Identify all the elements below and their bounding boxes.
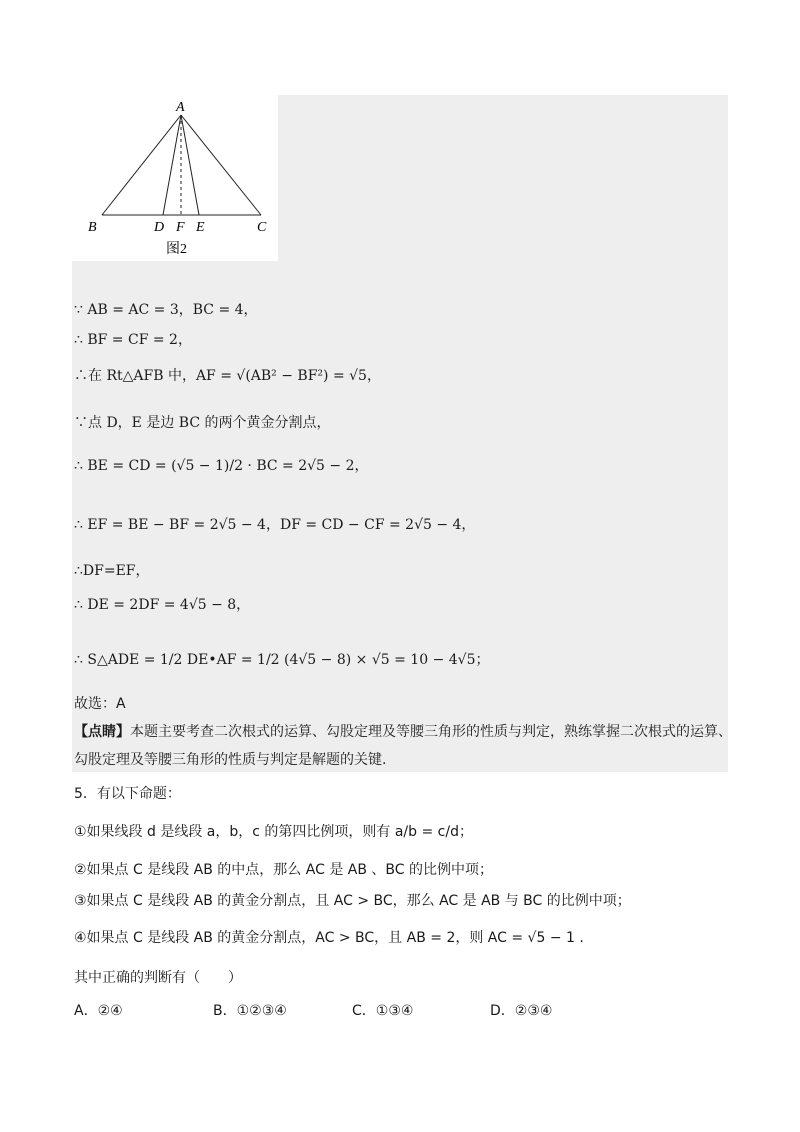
segment-ae [181,115,199,215]
question-prompt: 其中正确的判断有（ ） [74,970,242,986]
label-f: F [176,220,185,235]
option-a[interactable]: A．②④ [74,1003,123,1019]
option-b[interactable]: B．①②③④ [213,1003,287,1019]
side-ab [102,115,181,215]
option-d[interactable]: D．②③④ [490,1003,553,1019]
triangle-diagram [72,95,278,261]
step-7: ∴DF=EF， [74,563,150,579]
segment-ad [163,115,181,215]
comment-line-2: 勾股定理及等腰三角形的性质与判定是解题的关键. [74,752,387,768]
step-5: ∴ BE = CD = (√5 − 1)/2 · BC = 2√5 − 2， [74,458,369,474]
proposition-1: ①如果线段 d 是线段 a，b，c 的第四比例项，则有 a/b = c/d； [74,824,473,840]
label-d: D [154,220,165,235]
figure-2-box [72,95,278,261]
label-c: C [257,220,267,235]
step-3: ∴在 Rt△AFB 中，AF = √(AB² − BF²) = √5， [74,368,381,384]
comment-text-1: 本题主要考查二次根式的运算、勾股定理及等腰三角形的性质与判定，熟练掌握二次根式的运算、 [130,724,732,740]
step-1: ∵ AB = AC = 3，BC = 4， [74,302,258,318]
proposition-4: ④如果点 C 是线段 AB 的黄金分割点，AC > BC，且 AB = 2，则 AC = √5 − 1 . [74,930,584,946]
comment-tag: 【点睛】 [74,724,130,740]
label-a: A [176,100,185,115]
label-e: E [196,220,205,235]
answer-line: 故选：A [74,696,126,712]
question-title: 5．有以下命题： [74,786,181,802]
step-2: ∴ BF = CF = 2， [74,332,192,348]
step-6: ∴ EF = BE − BF = 2√5 − 4，DF = CD − CF = 2√5 − 4， [74,517,476,533]
step-8: ∴ DE = 2DF = 4√5 − 8， [74,597,251,613]
comment-line-1 [74,722,732,742]
side-ac [181,115,261,215]
step-9: ∴ S△ADE = 1/2 DE•AF = 1/2 (4√5 − 8) × √5 = 10 − 4√5； [74,652,490,668]
proposition-3: ③如果点 C 是线段 AB 的黄金分割点，且 AC > BC，那么 AC 是 AB 与 BC 的比例中项； [74,893,631,909]
figure-caption: 图2 [166,242,187,257]
step-4: ∵点 D，E 是边 BC 的两个黄金分割点， [74,415,331,431]
label-b: B [88,220,97,235]
option-c[interactable]: C．①③④ [352,1003,414,1019]
proposition-2: ②如果点 C 是线段 AB 的中点，那么 AC 是 AB 、BC 的比例中项； [74,862,493,878]
